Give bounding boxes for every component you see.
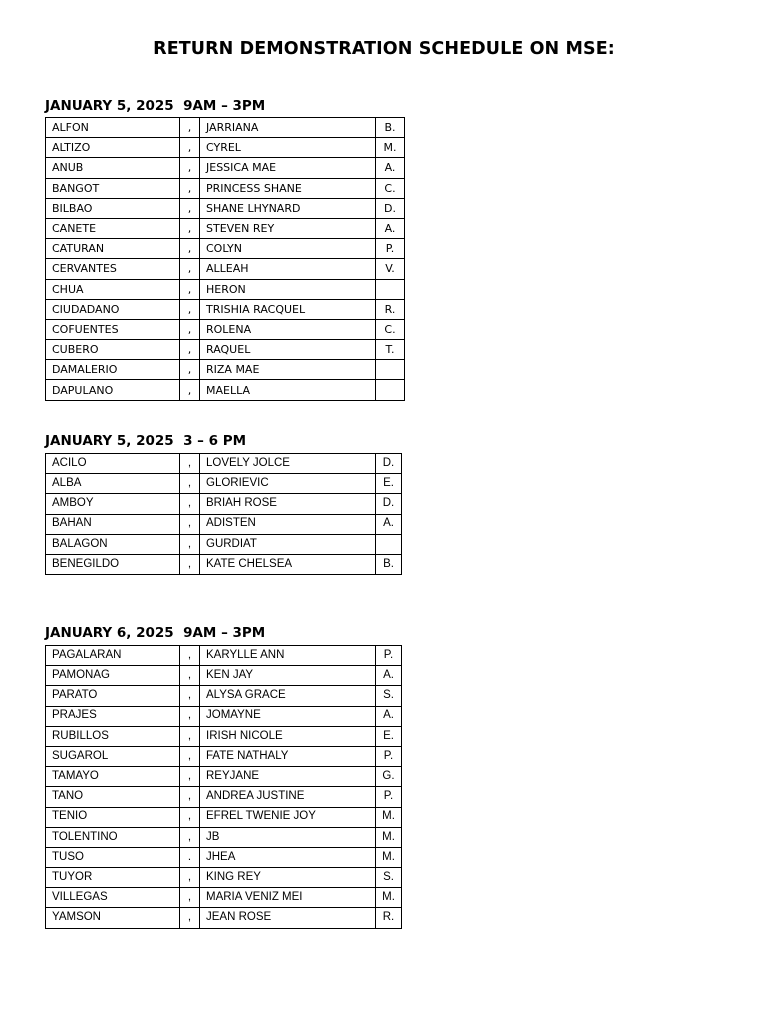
first-name-cell: JARRIANA [200,118,376,138]
table-row [46,118,405,138]
last-name-cell: ALTIZO [46,138,180,158]
first-name-cell: HERON [200,279,376,299]
separator-cell: , [180,908,200,928]
first-name-cell: ANDREA JUSTINE [200,787,376,807]
separator-cell: , [180,279,200,299]
middle-initial-cell: B. [376,118,405,138]
middle-initial-cell: E. [376,726,402,746]
first-name-cell: SHANE LHYNARD [200,198,376,218]
table-row [46,299,405,319]
first-name-cell: JB [200,827,376,847]
separator-cell: , [180,726,200,746]
table-row [46,554,402,574]
separator-cell: , [180,454,200,474]
separator-cell: , [180,646,200,666]
table-row [46,178,405,198]
separator-cell: , [180,514,200,534]
separator-cell: , [180,787,200,807]
middle-initial-cell: S. [376,686,402,706]
last-name-cell: VILLEGAS [46,888,180,908]
last-name-cell: CHUA [46,279,180,299]
last-name-cell: ANUB [46,158,180,178]
first-name-cell: JHEA [200,847,376,867]
last-name-cell: AMBOY [46,494,180,514]
middle-initial-cell: S. [376,868,402,888]
last-name-cell: CIUDADANO [46,299,180,319]
last-name-cell: BANGOT [46,178,180,198]
first-name-cell: LOVELY JOLCE [200,454,376,474]
last-name-cell: YAMSON [46,908,180,928]
table-row [46,787,402,807]
session-heading-2: JANUARY 5, 2025 3 – 6 PM [45,433,247,449]
middle-initial-cell: M. [376,827,402,847]
table-row [46,706,402,726]
separator-cell: , [180,767,200,787]
last-name-cell: BALAGON [46,534,180,554]
table-row [46,686,402,706]
middle-initial-cell [376,534,402,554]
separator-cell: , [180,807,200,827]
first-name-cell: GURDIAT [200,534,376,554]
middle-initial-cell: E. [376,474,402,494]
last-name-cell: ALBA [46,474,180,494]
last-name-cell: BENEGILDO [46,554,180,574]
separator-cell: , [180,118,200,138]
table-row [46,534,402,554]
last-name-cell: RUBILLOS [46,726,180,746]
last-name-cell: PAMONAG [46,666,180,686]
table-row [46,726,402,746]
last-name-cell: TOLENTINO [46,827,180,847]
middle-initial-cell: A. [376,706,402,726]
middle-initial-cell: C. [376,319,405,339]
first-name-cell: KARYLLE ANN [200,646,376,666]
separator-cell: , [180,534,200,554]
table-row [46,239,405,259]
separator-cell: , [180,554,200,574]
separator-cell: , [180,666,200,686]
middle-initial-cell: G. [376,767,402,787]
middle-initial-cell [376,279,405,299]
middle-initial-cell [376,360,405,380]
table-row [46,454,402,474]
first-name-cell: RIZA MAE [200,360,376,380]
document-title: RETURN DEMONSTRATION SCHEDULE ON MSE: [153,39,615,59]
table-row [46,380,405,400]
first-name-cell: PRINCESS SHANE [200,178,376,198]
first-name-cell: RAQUEL [200,340,376,360]
middle-initial-cell: M. [376,138,405,158]
first-name-cell: CYREL [200,138,376,158]
table-row [46,666,402,686]
session-heading-3: JANUARY 6, 2025 9AM – 3PM [45,625,266,641]
table-row [46,319,405,339]
last-name-cell: ALFON [46,118,180,138]
last-name-cell: TENIO [46,807,180,827]
middle-initial-cell: P. [376,746,402,766]
table-row [46,360,405,380]
first-name-cell: JESSICA MAE [200,158,376,178]
separator-cell: , [180,259,200,279]
first-name-cell: MAELLA [200,380,376,400]
table-row [46,158,405,178]
separator-cell: , [180,360,200,380]
schedule-table-2 [45,453,402,575]
first-name-cell: TRISHIA RACQUEL [200,299,376,319]
table-row [46,767,402,787]
middle-initial-cell: C. [376,178,405,198]
last-name-cell: CANETE [46,218,180,238]
schedule-table-1 [45,117,405,401]
first-name-cell: COLYN [200,239,376,259]
first-name-cell: ROLENA [200,319,376,339]
separator-cell: , [180,299,200,319]
table-row [46,847,402,867]
last-name-cell: PARATO [46,686,180,706]
table-row [46,868,402,888]
last-name-cell: PAGALARAN [46,646,180,666]
first-name-cell: ALYSA GRACE [200,686,376,706]
first-name-cell: JOMAYNE [200,706,376,726]
table-row [46,646,402,666]
middle-initial-cell: A. [376,666,402,686]
table-row [46,474,402,494]
separator-cell: , [180,706,200,726]
last-name-cell: TAMAYO [46,767,180,787]
last-name-cell: TANO [46,787,180,807]
separator-cell: , [180,319,200,339]
last-name-cell: BAHAN [46,514,180,534]
last-name-cell: CUBERO [46,340,180,360]
table-row [46,279,405,299]
middle-initial-cell: P. [376,787,402,807]
middle-initial-cell: D. [376,454,402,474]
first-name-cell: GLORIEVIC [200,474,376,494]
first-name-cell: JEAN ROSE [200,908,376,928]
first-name-cell: BRIAH ROSE [200,494,376,514]
first-name-cell: KEN JAY [200,666,376,686]
middle-initial-cell: P. [376,239,405,259]
table-row [46,827,402,847]
last-name-cell: PRAJES [46,706,180,726]
table-row [46,514,402,534]
table-row [46,494,402,514]
first-name-cell: MARIA VENIZ MEI [200,888,376,908]
middle-initial-cell: R. [376,299,405,319]
separator-cell: . [180,847,200,867]
first-name-cell: IRISH NICOLE [200,726,376,746]
separator-cell: , [180,178,200,198]
middle-initial-cell: A. [376,218,405,238]
first-name-cell: KING REY [200,868,376,888]
middle-initial-cell: A. [376,158,405,178]
separator-cell: , [180,746,200,766]
first-name-cell: ADISTEN [200,514,376,534]
table-row [46,259,405,279]
table-row [46,807,402,827]
session-heading-1: JANUARY 5, 2025 9AM – 3PM [45,98,266,114]
middle-initial-cell: M. [376,807,402,827]
table-row [46,746,402,766]
separator-cell: , [180,198,200,218]
last-name-cell: TUSO [46,847,180,867]
last-name-cell: SUGAROL [46,746,180,766]
table-row [46,908,402,928]
separator-cell: , [180,494,200,514]
middle-initial-cell: P. [376,646,402,666]
first-name-cell: KATE CHELSEA [200,554,376,574]
table-row [46,138,405,158]
last-name-cell: ACILO [46,454,180,474]
separator-cell: , [180,686,200,706]
last-name-cell: DAPULANO [46,380,180,400]
first-name-cell: EFREL TWENIE JOY [200,807,376,827]
separator-cell: , [180,340,200,360]
table-row [46,198,405,218]
separator-cell: , [180,888,200,908]
separator-cell: , [180,474,200,494]
middle-initial-cell: B. [376,554,402,574]
middle-initial-cell: T. [376,340,405,360]
table-row [46,218,405,238]
first-name-cell: ALLEAH [200,259,376,279]
separator-cell: , [180,239,200,259]
middle-initial-cell: A. [376,514,402,534]
middle-initial-cell: D. [376,198,405,218]
first-name-cell: STEVEN REY [200,218,376,238]
last-name-cell: BILBAO [46,198,180,218]
middle-initial-cell [376,380,405,400]
first-name-cell: FATE NATHALY [200,746,376,766]
separator-cell: , [180,218,200,238]
last-name-cell: CATURAN [46,239,180,259]
separator-cell: , [180,868,200,888]
last-name-cell: COFUENTES [46,319,180,339]
middle-initial-cell: M. [376,847,402,867]
last-name-cell: DAMALERIO [46,360,180,380]
table-row [46,340,405,360]
middle-initial-cell: M. [376,888,402,908]
separator-cell: , [180,380,200,400]
separator-cell: , [180,138,200,158]
first-name-cell: REYJANE [200,767,376,787]
middle-initial-cell: R. [376,908,402,928]
table-row [46,888,402,908]
middle-initial-cell: D. [376,494,402,514]
middle-initial-cell: V. [376,259,405,279]
separator-cell: , [180,827,200,847]
last-name-cell: TUYOR [46,868,180,888]
schedule-table-3 [45,645,402,929]
separator-cell: , [180,158,200,178]
last-name-cell: CERVANTES [46,259,180,279]
